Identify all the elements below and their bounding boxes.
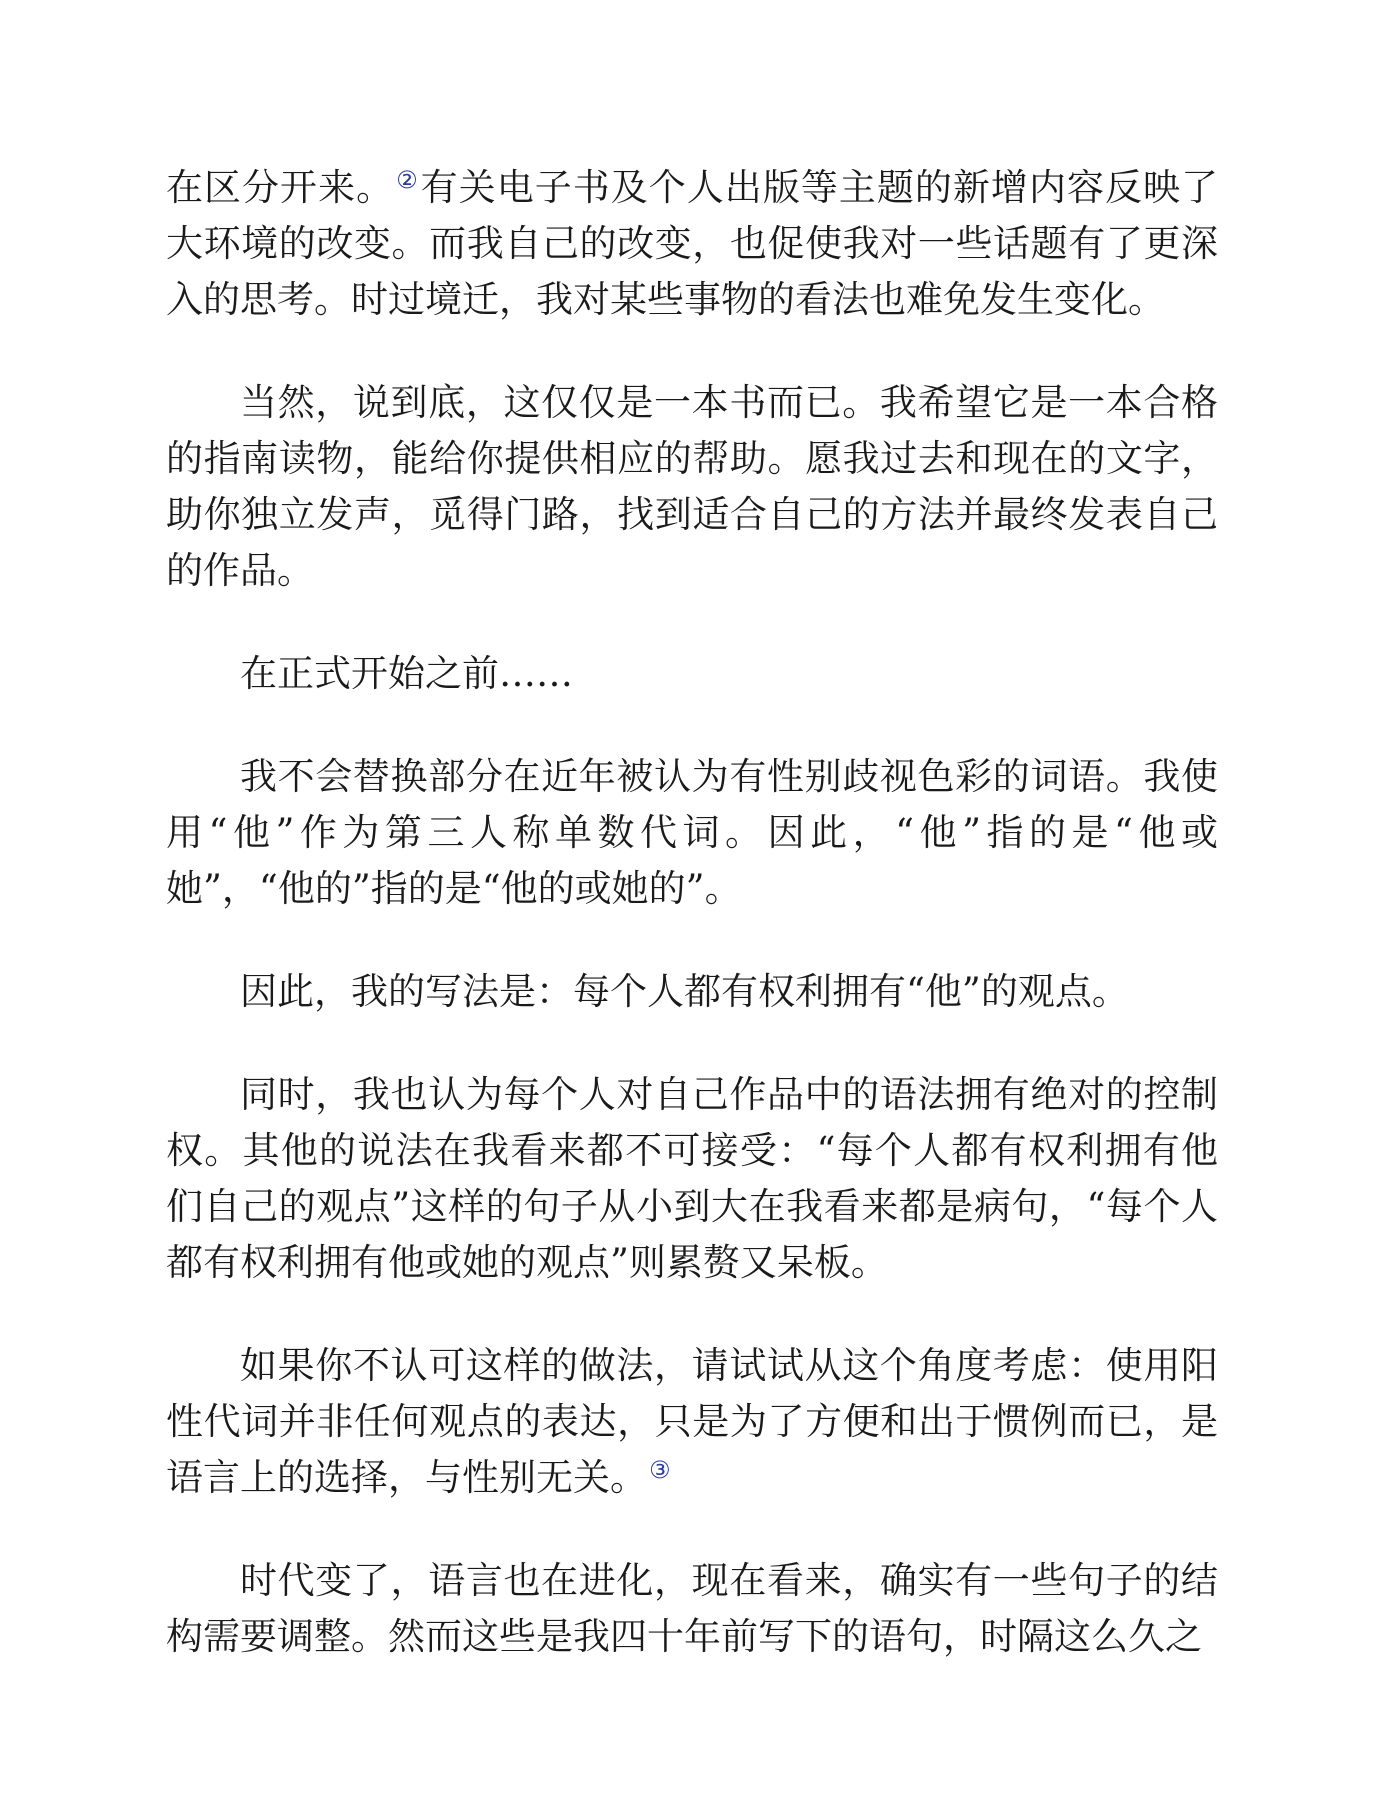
paragraph: 时代变了，语言也在进化，现在看来，确实有一些句子的结构需要调整。然而这些是我四十年前写下的语句，时隔这么久之 (166, 1559, 1218, 1658)
footnote-marker-3[interactable]: ③ (649, 1456, 671, 1484)
footnote-marker-2[interactable]: ② (396, 166, 419, 194)
paragraph: 当然，说到底，这仅仅是一本书而已。我希望它是一本合格的指南读物，能给你提供相应的帮助。愿我过去和现在的文字，助你独立发声，觅得门路，找到适合自己的方法并最终发表自己的作品。 (166, 381, 1218, 592)
paragraph-text: 如果你不认可这样的做法，请试试从这个角度考虑：使用阳性代词并非任何观点的表达，只是为了方便和出于惯例而已，是语言上的选择，与性别无关。 (166, 1344, 1218, 1499)
body-text (166, 160, 1218, 1712)
paragraph (166, 1338, 1218, 1506)
paragraph-text: 在区分开来。 (166, 166, 395, 209)
paragraph: 在正式开始之前…… (240, 652, 573, 695)
paragraph-continued (166, 160, 1218, 328)
paragraph: 因此，我的写法是：每个人都有权利拥有“他”的观点。 (240, 970, 1129, 1013)
paragraph: 同时，我也认为每个人对自己作品中的语法拥有绝对的控制权。其他的说法在我看来都不可接受：“每个人都有权利拥有他们自己的观点”这样的句子从小到大在我看来都是病句，“每个人都有权利拥有他或她的观点”则累赘又呆板。 (166, 1073, 1218, 1284)
paragraph: 我不会替换部分在近年被认为有性别歧视色彩的词语。我使用“他”作为第三人称单数代词。因此，“他”指的是“他或她”，“他的”指的是“他的或她的”。 (166, 755, 1218, 910)
paragraph-text: 有关电子书及个人出版等主题的新增内容反映了大环境的改变。而我自己的改变，也促使我对一些话题有了更深入的思考。时过境迁，我对某些事物的看法也难免发生变化。 (166, 166, 1219, 321)
